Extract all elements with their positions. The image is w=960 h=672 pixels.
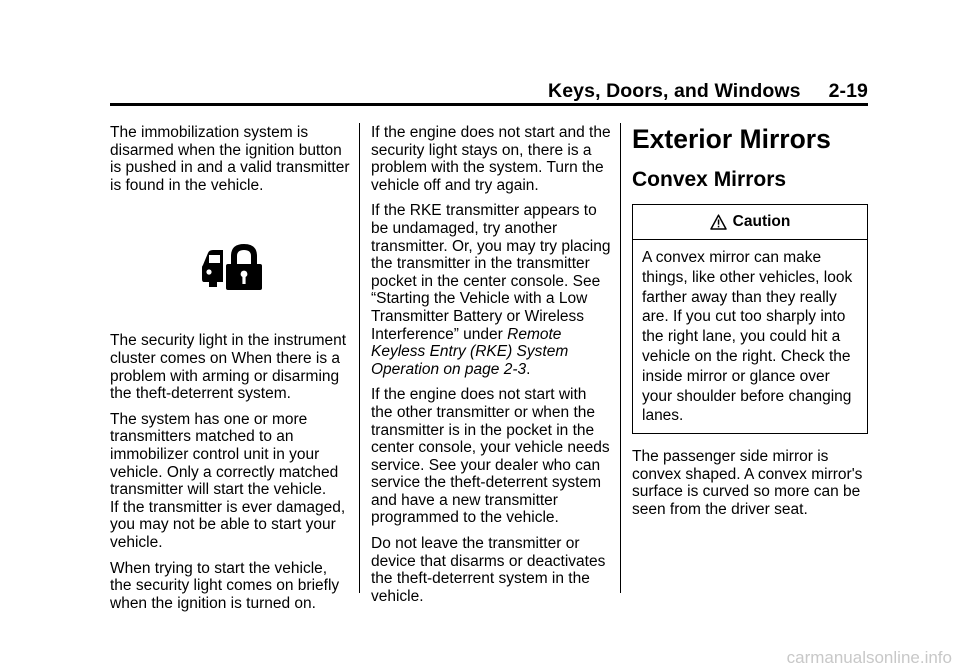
paragraph: The system has one or more transmitters matched to an immobilizer control unit in your vehicle. Only a correctly matched transmitter will start the vehicle.: [110, 410, 339, 499]
page-number: 2-19: [828, 80, 868, 102]
paragraph: [371, 202, 611, 378]
page-header: [548, 80, 868, 103]
paragraph: If the engine does not start with the other transmitter or when the transmitter is in the pocket in the center console, your vehicle needs service. See your dealer who can service the theft-deterrent system and have a new transmitter programmed to the vehicle.: [371, 386, 610, 527]
header-rule: [110, 103, 868, 106]
paragraph-text: If the RKE transmitter appears to be undamaged, try another transmitter. Or, you may try placing the transmitter in the transmitter pocket in the center console. See “Starting the Vehicle with a Low Transmitter Battery or Wireless Interference” under: [371, 202, 611, 343]
watermark: carmanualsonline.info: [786, 648, 952, 667]
paragraph: Do not leave the transmitter or device that disarms or deactivates the theft-deterrent system in the vehicle.: [371, 535, 606, 605]
column-divider-2: [620, 123, 621, 593]
caution-title: Caution: [732, 213, 791, 231]
caution-header: [633, 205, 867, 240]
warning-icon: [710, 214, 727, 230]
paragraph: The immobilization system is disarmed when the ignition button is pushed in and a valid transmitter is found in the vehicle.: [110, 124, 350, 194]
security-light-figure: [110, 202, 352, 332]
column-3: [632, 124, 868, 527]
column-1: [110, 124, 352, 620]
section-heading: Exterior Mirrors: [632, 124, 831, 154]
paragraph: The passenger side mirror is convex shaped. A convex mirror's surface is curved so more can be seen from the driver seat.: [632, 448, 863, 518]
section-title: Keys, Doors, and Windows: [548, 80, 801, 102]
security-light-icon: [201, 241, 265, 293]
column-2: [371, 124, 611, 613]
subsection-heading: Convex Mirrors: [632, 168, 787, 191]
paragraph: The security light in the instrument cluster comes on When there is a problem with arming or disarming the theft-deterrent system.: [110, 332, 347, 403]
cross-reference-link[interactable]: Remote Keyless Entry (RKE) System Operation on page 2‑3: [371, 325, 569, 378]
paragraph: When trying to start the vehicle, the security light comes on briefly when the ignition is turned on.: [110, 559, 340, 612]
paragraph: If the engine does not start and the security light stays on, there is a problem with the system. Turn the vehicle off and try again.: [371, 124, 611, 194]
paragraph-end: .: [526, 360, 531, 378]
caution-box: [632, 204, 868, 434]
paragraph: If the transmitter is ever damaged, you may not be able to start your vehicle.: [110, 498, 346, 551]
caution-text: A convex mirror can make things, like other vehicles, look farther away than they really are. If you cut too sharply into the right lane, you could hit a vehicle on the right. Check the inside mirror or glance over your shoulder before changing lanes.: [642, 249, 853, 425]
column-divider-1: [359, 123, 360, 593]
